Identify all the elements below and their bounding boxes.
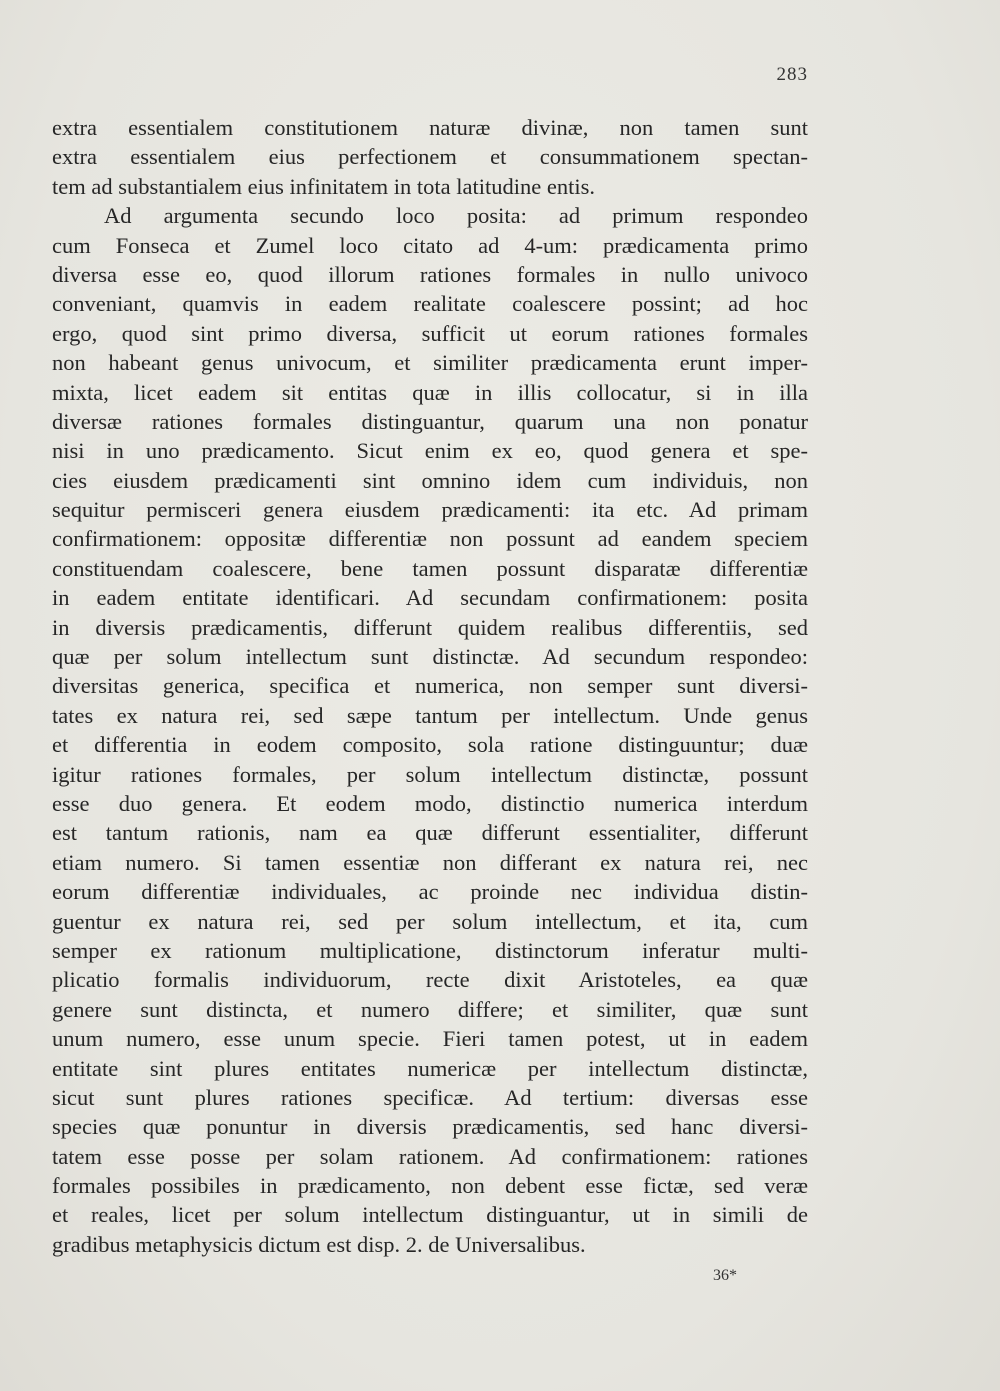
text-line: diversitas generica, specifica et numerica, non semper sunt diversi- [52, 673, 808, 699]
text-line: guentur ex natura rei, sed per solum intellectum, et ita, cum [52, 908, 808, 934]
signature-mark: 36* [713, 1267, 737, 1284]
text-line: species quæ ponuntur in diversis prædicamentis, sed hanc diversi- [52, 1114, 808, 1140]
text-line: tatem esse posse per solam rationem. Ad confirmationem: rationes [52, 1143, 808, 1169]
text-line: eorum differentiæ individuales, ac proinde nec individua distin- [52, 879, 808, 905]
text-line: conveniant, quamvis in eadem realitate coalescere possint; ad hoc [52, 291, 808, 317]
text-line: cum Fonseca et Zumel loco citato ad 4-um: prædicamenta primo [52, 232, 808, 258]
text-line: diversa esse eo, quod illorum rationes formales in nullo univoco [52, 261, 808, 287]
text-line: est tantum rationis, nam ea quæ differunt essentialiter, differunt [52, 820, 808, 846]
text-line: extra essentialem eius perfectionem et consummationem spectan- [52, 144, 808, 170]
text-line: extra essentialem constitutionem naturæ divinæ, non tamen sunt [52, 115, 808, 140]
text-line: quæ per solum intellectum sunt distinctæ. Ad secundum respondeo: [52, 644, 808, 670]
text-line: igitur rationes formales, per solum intellectum distinctæ, possunt [52, 761, 808, 787]
text-line: plicatio formalis individuorum, recte dixit Aristoteles, ea quæ [52, 967, 808, 993]
text-line: nisi in uno prædicamento. Sicut enim ex eo, quod genera et spe- [52, 438, 808, 464]
text-line: in diversis prædicamentis, differunt quidem realibus differentiis, sed [52, 614, 808, 640]
text-line: genere sunt distincta, et numero differe; et similiter, quæ sunt [52, 996, 808, 1022]
text-line: sequitur permisceri genera eiusdem prædicamenti: ita etc. Ad primam [52, 497, 808, 523]
text-line: ergo, quod sint primo diversa, sufficit ut eorum rationes formales [52, 320, 808, 346]
text-line: formales possibiles in prædicamento, non debent esse fictæ, sed veræ [52, 1173, 808, 1199]
text-line: gradibus metaphysicis dictum est disp. 2. de Universalibus. [52, 1231, 586, 1257]
text-line: etiam numero. Si tamen essentiæ non differant ex natura rei, nec [52, 849, 808, 875]
text-line: tem ad substantialem eius infinitatem in tota latitudine entis. [52, 173, 596, 199]
text-line: Ad argumenta secundo loco posita: ad primum respondeo [104, 203, 808, 229]
text-line: mixta, licet eadem sit entitas quæ in illis collocatur, si in illa [52, 379, 808, 405]
paragraph-1 [52, 113, 808, 201]
text-line: sicut sunt plures rationes specificæ. Ad tertium: diversas esse [52, 1084, 808, 1110]
text-line: tates ex natura rei, sed sæpe tantum per intellectum. Unde genus [52, 702, 808, 728]
body-text [52, 113, 808, 1259]
page-number: 283 [776, 64, 808, 85]
text-line: semper ex rationum multiplicatione, distinctorum inferatur multi- [52, 937, 808, 963]
text-line: entitate sint plures entitates numericæ per intellectum distinctæ, [52, 1055, 808, 1081]
text-line: esse duo genera. Et eodem modo, distinctio numerica interdum [52, 790, 808, 816]
text-line: constituendam coalescere, bene tamen possunt disparatæ differentiæ [52, 555, 808, 581]
text-line: et differentia in eodem composito, sola ratione distinguuntur; duæ [52, 732, 808, 758]
text-line: cies eiusdem prædicamenti sint omnino idem cum individuis, non [52, 467, 808, 493]
text-line: et reales, licet per solum intellectum distinguantur, ut in simili de [52, 1202, 808, 1228]
text-line: diversæ rationes formales distinguantur, quarum una non ponatur [52, 408, 808, 434]
text-line: unum numero, esse unum specie. Fieri tamen potest, ut in eadem [52, 1026, 808, 1052]
text-line: non habeant genus univocum, et similiter prædicamenta erunt imper- [52, 350, 808, 376]
text-line: in eadem entitate identificari. Ad secundam confirmationem: posita [52, 585, 808, 611]
text-line: confirmationem: oppositæ differentiæ non possunt ad eandem speciem [52, 526, 808, 552]
paragraph-2 [52, 201, 808, 1259]
